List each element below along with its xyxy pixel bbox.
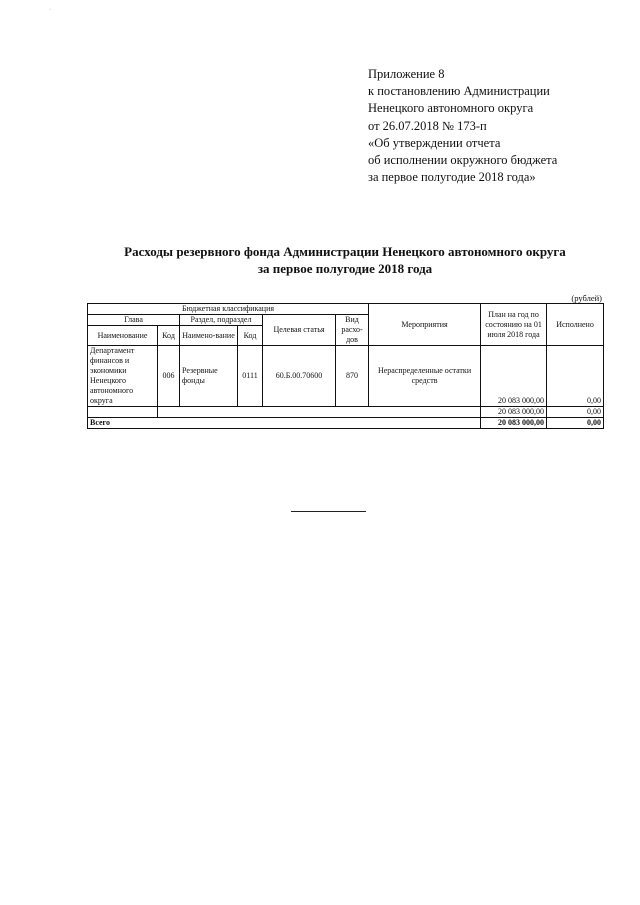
appendix-line: «Об утверждении отчета	[368, 135, 501, 150]
cell-section-name: Резервные фонды	[180, 346, 238, 407]
appendix-line: Ненецкого автономного округа	[368, 101, 534, 116]
total-executed: 0,00	[547, 418, 604, 429]
cell-measure: Нераспределенные остатки средств	[369, 346, 481, 407]
title-line-2: за первое полугодие 2018 года	[257, 261, 433, 276]
table-row	[88, 346, 604, 407]
cell-chapter-code: 006	[158, 346, 180, 407]
cell-plan: 20 083 000,00	[481, 346, 547, 407]
header-budget-classification: Бюджетная классификация	[88, 304, 369, 315]
appendix-line: за первое полугодие 2018 года»	[368, 170, 536, 185]
reserve-fund-table	[87, 303, 604, 429]
header-chapter-name: Наименование	[88, 326, 158, 346]
document-title	[60, 243, 630, 277]
cell-executed: 0,00	[547, 346, 604, 407]
header-executed: Исполнено	[547, 304, 604, 346]
header-measures: Мероприятия	[369, 304, 481, 346]
total-row	[88, 418, 604, 429]
header-plan: План на год по состоянию на 01 июля 2018 года	[481, 304, 547, 346]
appendix-line: к постановлению Администрации	[368, 84, 550, 99]
total-plan: 20 083 000,00	[481, 418, 547, 429]
cell-target-article: 60.Б.00.70600	[263, 346, 336, 407]
total-label: Всего	[88, 418, 481, 429]
appendix-line: об исполнении окружного бюджета	[368, 153, 558, 168]
header-section: Раздел, подраздел	[180, 315, 263, 326]
header-expense-type: Вид расхо-дов	[336, 315, 369, 346]
subtotal-plan: 20 083 000,00	[481, 407, 547, 418]
unit-label: (рублей)	[571, 293, 602, 303]
cell-section-code: 0111	[238, 346, 263, 407]
header-chapter: Глава	[88, 315, 180, 326]
header-section-code: Код	[238, 326, 263, 346]
appendix-line: Приложение 8	[368, 67, 445, 81]
header-target-article: Целевая статья	[263, 315, 336, 346]
cell-expense-type: 870	[336, 346, 369, 407]
subtotal-span-cell	[158, 407, 481, 418]
header-chapter-code: Код	[158, 326, 180, 346]
end-divider	[291, 511, 366, 512]
appendix-line: от 26.07.2018 № 173-п	[368, 118, 487, 133]
subtotal-executed: 0,00	[547, 407, 604, 418]
cell-chapter-name: Департамент финансов и экономики Ненецкого автономного округа	[88, 346, 158, 407]
subtotal-row	[88, 407, 604, 418]
header-section-name: Наимено-вание	[180, 326, 238, 346]
title-line-1: Расходы резервного фонда Администрации Ненецкого автономного округа	[124, 244, 566, 259]
page-mark: ·	[49, 7, 51, 13]
appendix-block	[368, 66, 628, 186]
subtotal-empty-cell	[88, 407, 158, 418]
